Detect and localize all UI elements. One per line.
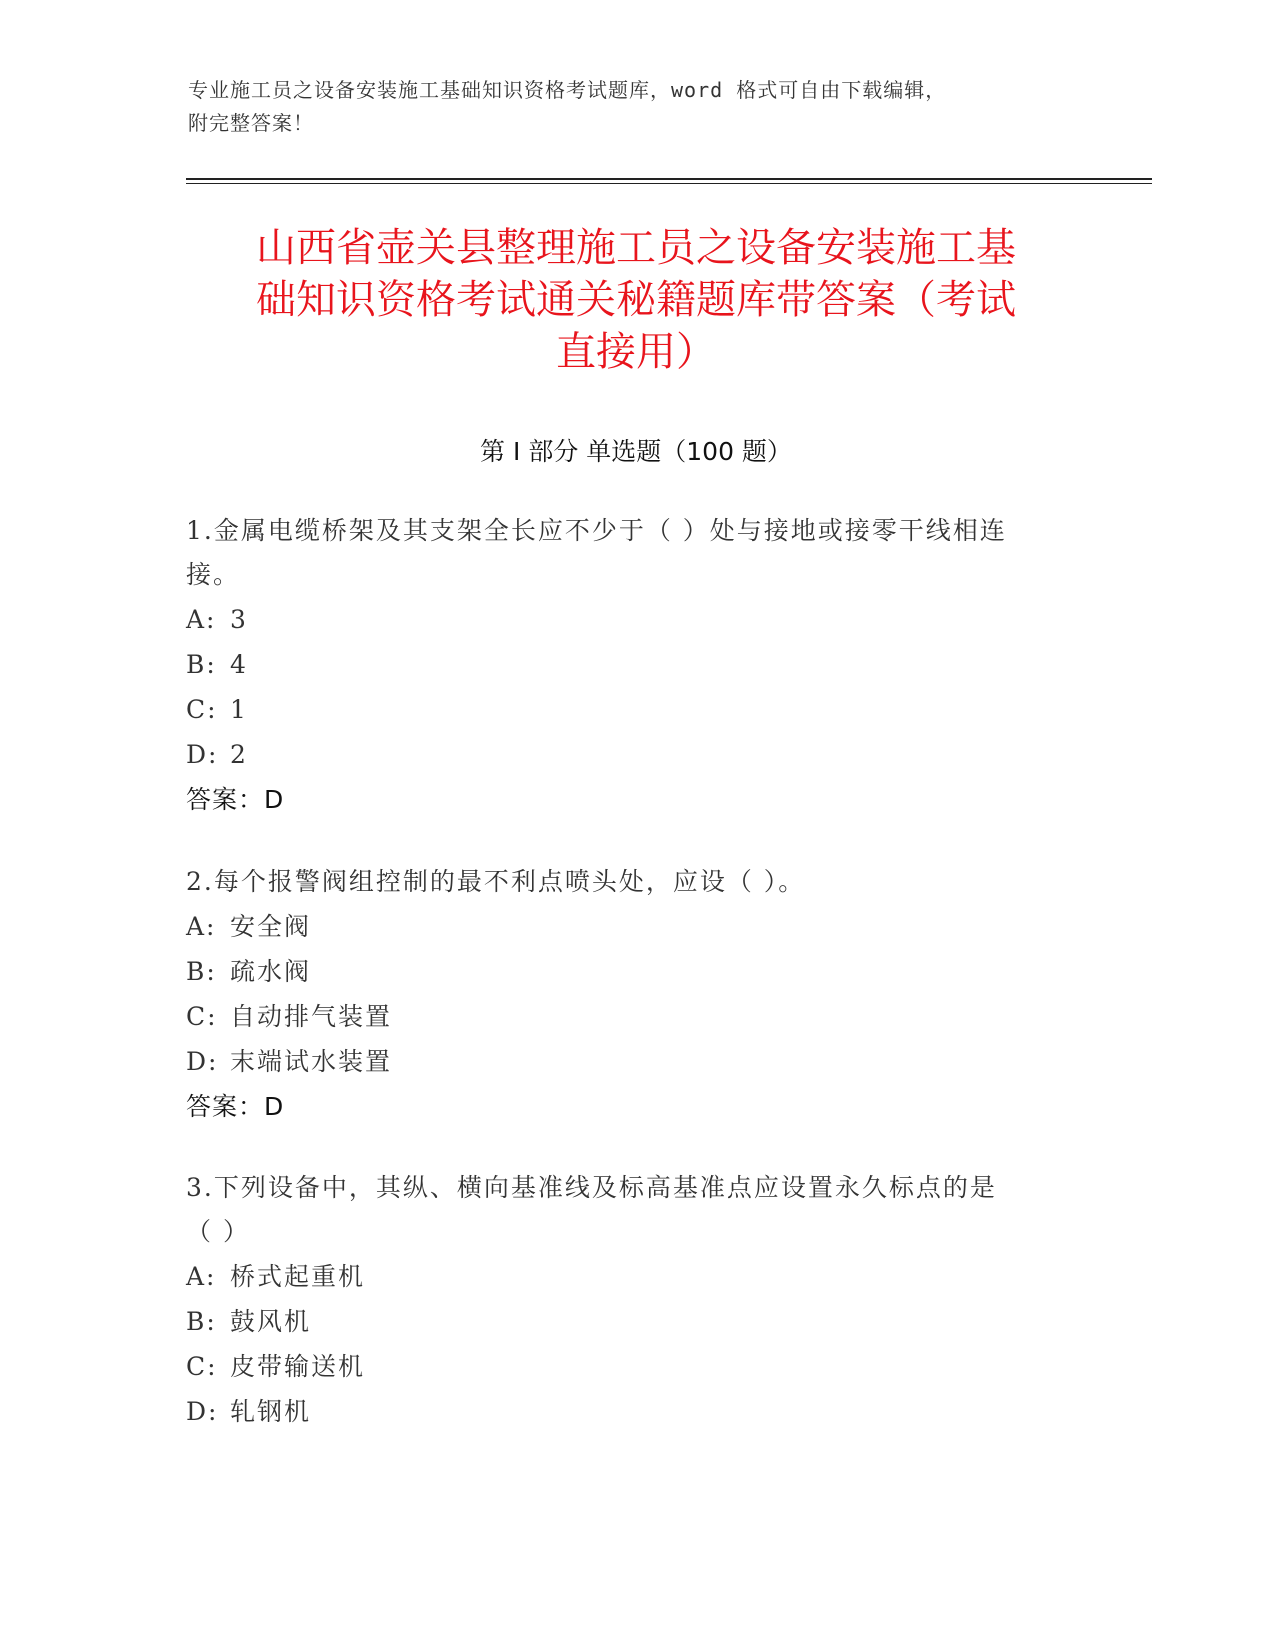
option-key: B:: [186, 650, 217, 679]
answer-line: 答案：D: [186, 785, 285, 814]
option-key: C:: [186, 695, 218, 724]
option-key: C:: [186, 1002, 218, 1031]
option-text: 轧钢机: [230, 1397, 312, 1426]
question-stem-line: 1.金属电缆桥架及其支架全长应不少于（ ）处与接地或接零干线相连: [186, 516, 1007, 545]
question-3: [186, 1166, 1086, 1434]
option-text: 桥式起重机: [230, 1262, 366, 1291]
question-stem-line: 2.每个报警阀组控制的最不利点喷头处，应设（ ）。: [186, 867, 806, 896]
title-line: 础知识资格考试通关秘籍题库带答案（考试: [256, 277, 1016, 323]
option-key: D:: [186, 1047, 219, 1076]
option-d: [186, 1389, 1086, 1434]
option-d: [186, 732, 1086, 777]
option-a: [186, 904, 1086, 949]
question-1: [186, 509, 1086, 822]
question-stem: [186, 860, 1086, 904]
option-a: [186, 1254, 1086, 1299]
option-key: A:: [186, 1262, 217, 1291]
section-heading: 第 I 部分 单选题（100 题）: [480, 437, 792, 466]
title-line: 直接用）: [556, 329, 716, 375]
option-text: 1: [230, 695, 248, 724]
header-divider-thick: [186, 178, 1152, 180]
option-key: D:: [186, 740, 219, 769]
option-c: [186, 687, 1086, 732]
option-key: A:: [186, 912, 217, 941]
question-stem: [186, 1166, 1086, 1254]
answer-line: 答案：D: [186, 1092, 285, 1121]
option-text: 3: [230, 605, 248, 634]
option-text: 鼓风机: [230, 1307, 312, 1336]
header-note: [188, 74, 1068, 140]
option-text: 末端试水装置: [230, 1047, 393, 1076]
option-text: 皮带输送机: [230, 1352, 366, 1381]
header-note-line: 附完整答案！: [188, 111, 314, 135]
option-key: A:: [186, 605, 217, 634]
option-key: B:: [186, 1307, 217, 1336]
question-2: [186, 860, 1086, 1129]
option-c: [186, 1344, 1086, 1389]
header-divider-thin: [186, 183, 1152, 184]
option-b: [186, 949, 1086, 994]
option-b: [186, 1299, 1086, 1344]
option-a: [186, 597, 1086, 642]
option-key: C:: [186, 1352, 218, 1381]
question-stem-line: 接。: [186, 560, 241, 589]
question-stem: [186, 509, 1086, 597]
option-b: [186, 642, 1086, 687]
option-key: D:: [186, 1397, 219, 1426]
option-text: 4: [230, 650, 248, 679]
option-d: [186, 1039, 1086, 1084]
option-key: B:: [186, 957, 217, 986]
question-stem-line: 3.下列设备中，其纵、横向基准线及标高基准点应设置永久标点的是: [186, 1173, 997, 1202]
header-note-line: 专业施工员之设备安装施工基础知识资格考试题库，word 格式可自由下载编辑，: [188, 78, 947, 102]
document-title: [186, 222, 1086, 378]
title-line: 山西省壶关县整理施工员之设备安装施工基: [256, 225, 1016, 271]
option-c: [186, 994, 1086, 1039]
question-stem-line: （ ）: [186, 1217, 250, 1246]
option-text: 自动排气装置: [230, 1002, 393, 1031]
option-text: 安全阀: [230, 912, 312, 941]
option-text: 2: [230, 740, 248, 769]
option-text: 疏水阀: [230, 957, 312, 986]
